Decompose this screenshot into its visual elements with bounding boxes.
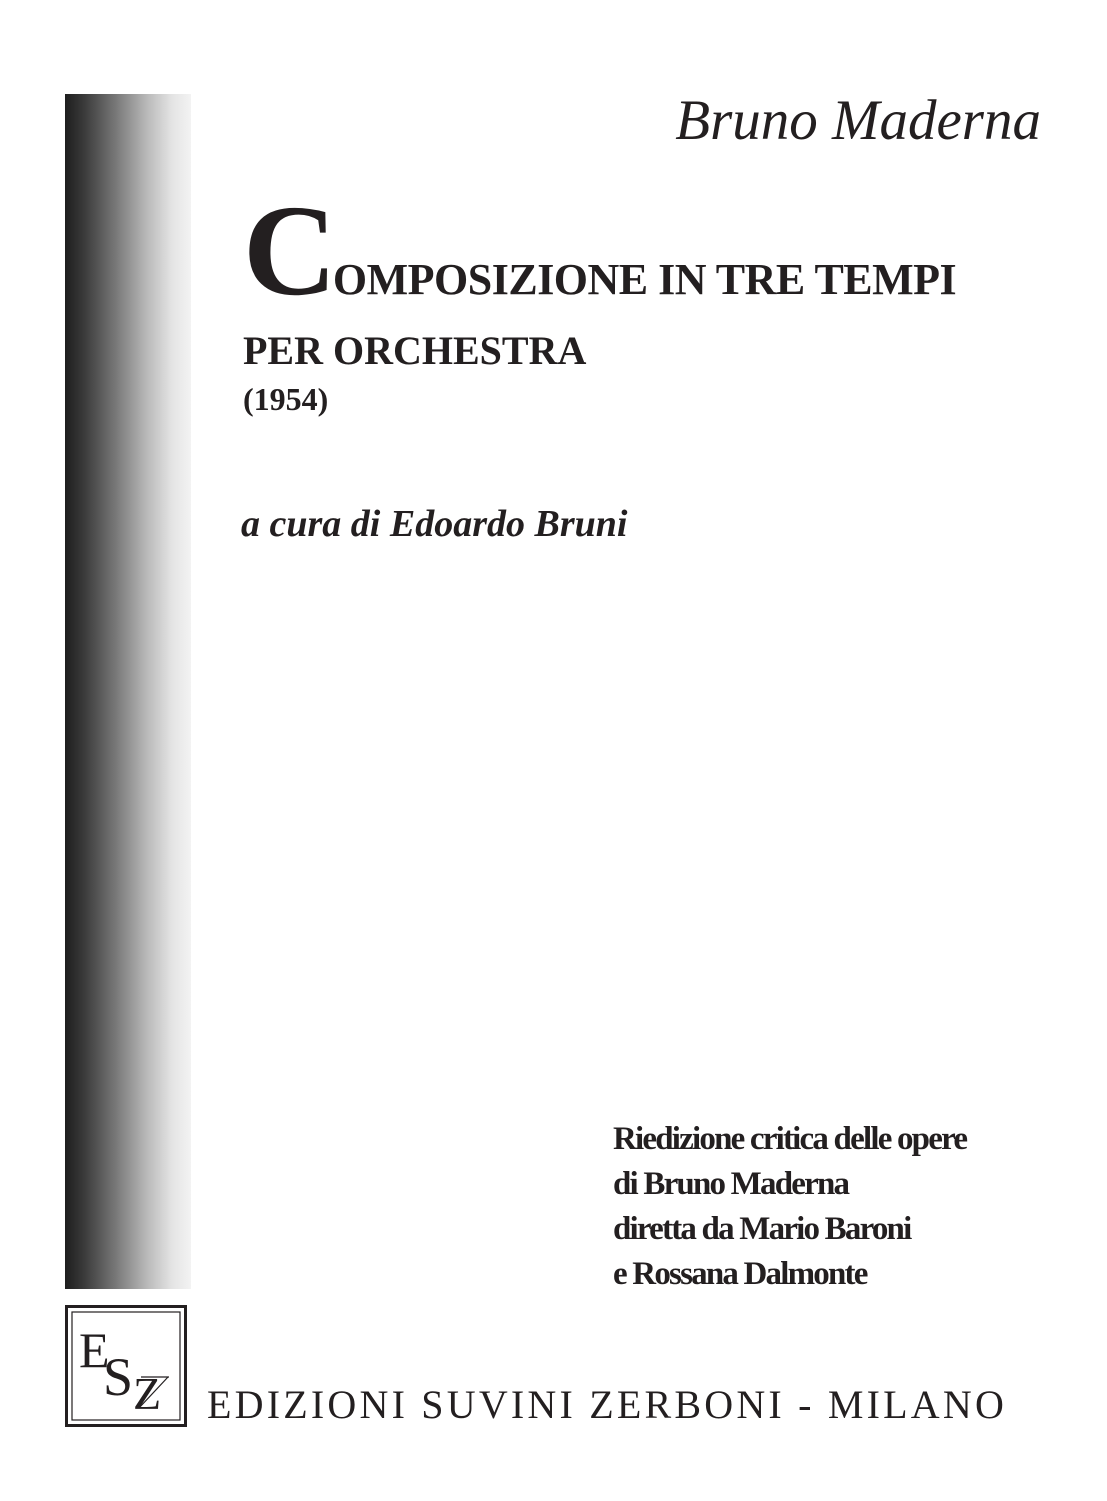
work-title [243, 179, 957, 323]
svg-text:E: E [79, 1322, 110, 1378]
editor-credit: a cura di Edoardo Bruni [241, 503, 628, 545]
title-rest: OMPOSIZIONE IN TRE TEMPI [332, 255, 957, 304]
series-line: e Rossana Dalmonte [613, 1256, 867, 1292]
gradient-side-bar [65, 94, 191, 1289]
work-subtitle: PER ORCHESTRA [243, 328, 587, 373]
publisher-logo [65, 1305, 187, 1427]
publisher-name: EDIZIONI SUVINI ZERBONI - MILANO [207, 1382, 1008, 1427]
svg-text:Z: Z [133, 1368, 162, 1419]
series-note [613, 1117, 966, 1297]
composition-year: (1954) [243, 381, 329, 417]
composer-name: Bruno Maderna [675, 89, 1041, 152]
series-line: di Bruno Maderna [613, 1166, 849, 1202]
svg-text:S: S [103, 1347, 134, 1407]
series-line: diretta da Mario Baroni [613, 1211, 911, 1247]
series-line: Riedizione critica delle opere [613, 1121, 967, 1157]
title-initial: C [243, 179, 333, 323]
